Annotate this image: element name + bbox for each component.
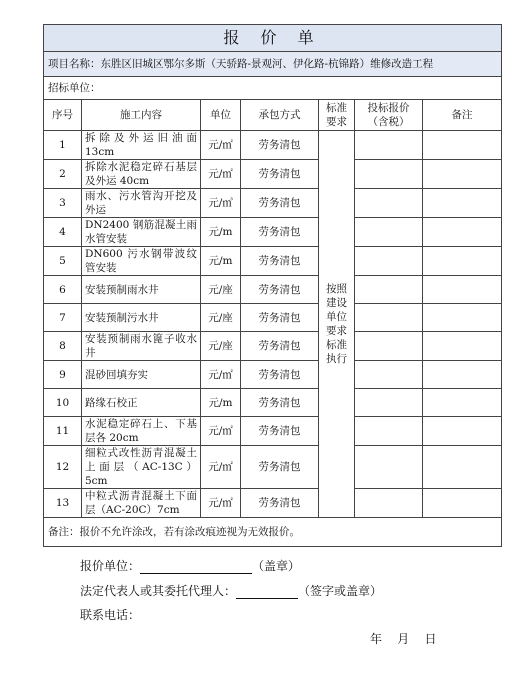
row-remark-cell (423, 247, 502, 276)
table-row (44, 361, 502, 389)
col-header-content: 施工内容 (82, 100, 201, 131)
table-row (44, 218, 502, 247)
row-content: 路缘石校正 (82, 389, 201, 417)
row-remark-cell (423, 276, 502, 304)
row-unit: 元/㎡ (201, 489, 241, 518)
phone-label: 联系电话： (80, 608, 141, 622)
col-header-remark: 备注 (423, 100, 502, 131)
row-mode: 劳务清包 (241, 131, 319, 160)
row-unit: 元/㎡ (201, 361, 241, 389)
row-unit: 元/m (201, 247, 241, 276)
row-content: DN2400 钢筋混凝土雨水管安装 (82, 218, 201, 247)
row-number: 10 (44, 389, 82, 417)
quote-unit-suffix: （盖章） (252, 559, 301, 573)
standard-requirement: 按照建设单位要求标准执行 (319, 131, 355, 518)
row-content: 混砂回填夯实 (82, 361, 201, 389)
sheet-title: 报 价 单 (44, 25, 502, 52)
row-number: 3 (44, 189, 82, 218)
row-unit: 元/m (201, 218, 241, 247)
row-remark-cell (423, 218, 502, 247)
row-price-cell[interactable] (355, 446, 423, 489)
row-remark-cell (423, 131, 502, 160)
row-remark-cell (423, 160, 502, 189)
row-price-cell[interactable] (355, 160, 423, 189)
row-mode: 劳务清包 (241, 446, 319, 489)
note: 备注：报价不允许涂改，若有涂改痕迹视为无效报价。 (44, 518, 502, 547)
table-row (44, 417, 502, 446)
table-row (44, 247, 502, 276)
representative-label: 法定代表人或其委托代理人： (80, 584, 237, 598)
row-price-cell[interactable] (355, 304, 423, 332)
quote-unit-blank[interactable] (140, 561, 252, 574)
quote-sheet (43, 24, 501, 547)
row-number: 11 (44, 417, 82, 446)
row-content: 安装预制雨水篦子收水井 (82, 332, 201, 361)
row-price-cell[interactable] (355, 417, 423, 446)
col-header-standard: 标准要求 (319, 100, 355, 131)
row-mode: 劳务清包 (241, 304, 319, 332)
table-header (44, 100, 502, 131)
row-unit: 元/㎡ (201, 160, 241, 189)
row-number: 4 (44, 218, 82, 247)
row-mode: 劳务清包 (241, 247, 319, 276)
row-content: 细粒式改性沥青混凝土上面层（AC-13C）5cm (82, 446, 201, 489)
row-number: 1 (44, 131, 82, 160)
row-content: 拆除水泥稳定碎石基层及外运 40cm (82, 160, 201, 189)
row-number: 7 (44, 304, 82, 332)
row-remark-cell (423, 361, 502, 389)
date-line: 年 月 日 (370, 632, 437, 646)
row-mode: 劳务清包 (241, 332, 319, 361)
table-row (44, 332, 502, 361)
table-row (44, 446, 502, 489)
row-number: 12 (44, 446, 82, 489)
row-mode: 劳务清包 (241, 189, 319, 218)
row-remark-cell (423, 332, 502, 361)
row-mode: 劳务清包 (241, 417, 319, 446)
row-price-cell[interactable] (355, 489, 423, 518)
row-price-cell[interactable] (355, 276, 423, 304)
col-header-price: 投标报价（含税） (355, 100, 423, 131)
row-remark-cell (423, 446, 502, 489)
row-mode: 劳务清包 (241, 389, 319, 417)
row-price-cell[interactable] (355, 131, 423, 160)
row-unit: 元/座 (201, 304, 241, 332)
row-unit: 元/m (201, 389, 241, 417)
row-number: 9 (44, 361, 82, 389)
row-remark-cell (423, 189, 502, 218)
row-price-cell[interactable] (355, 247, 423, 276)
row-unit: 元/㎡ (201, 131, 241, 160)
row-remark-cell (423, 389, 502, 417)
table-row (44, 189, 502, 218)
row-price-cell[interactable] (355, 332, 423, 361)
row-number: 13 (44, 489, 82, 518)
row-price-cell[interactable] (355, 389, 423, 417)
row-content: 水泥稳定碎石上、下基层各 20cm (82, 417, 201, 446)
table-row (44, 131, 502, 160)
phone-line (80, 606, 140, 623)
quote-unit-line (80, 557, 300, 574)
row-remark-cell (423, 417, 502, 446)
table-row (44, 389, 502, 417)
row-unit: 元/㎥ (201, 189, 241, 218)
table-row (44, 304, 502, 332)
col-header-unit: 单位 (201, 100, 241, 131)
row-unit: 元/㎡ (201, 446, 241, 489)
bid-unit: 招标单位： (44, 77, 502, 100)
row-remark-cell (423, 489, 502, 518)
project-name: 项目名称：东胜区旧城区鄂尔多斯（天骄路-景观河、伊化路-杭锦路）维修改造工程 (44, 52, 502, 77)
col-header-no: 序号 (44, 100, 82, 131)
row-number: 2 (44, 160, 82, 189)
row-mode: 劳务清包 (241, 489, 319, 518)
row-unit: 元/座 (201, 332, 241, 361)
row-number: 8 (44, 332, 82, 361)
table-row (44, 160, 502, 189)
row-content: 安装预制污水井 (82, 304, 201, 332)
row-price-cell[interactable] (355, 189, 423, 218)
table-row (44, 489, 502, 518)
row-mode: 劳务清包 (241, 276, 319, 304)
row-unit: 元/㎡ (201, 417, 241, 446)
row-unit: 元/座 (201, 276, 241, 304)
row-price-cell[interactable] (355, 361, 423, 389)
col-header-mode: 承包方式 (241, 100, 319, 131)
row-number: 5 (44, 247, 82, 276)
row-content: 拆除及外运旧油面 13cm (82, 131, 201, 160)
row-mode: 劳务清包 (241, 218, 319, 247)
row-price-cell[interactable] (355, 218, 423, 247)
table-row (44, 276, 502, 304)
quote-unit-label: 报价单位： (80, 559, 141, 573)
row-mode: 劳务清包 (241, 160, 319, 189)
row-content: 安装预制雨水井 (82, 276, 201, 304)
row-mode: 劳务清包 (241, 361, 319, 389)
quote-table (43, 24, 502, 547)
representative-suffix: （签字或盖章） (298, 584, 383, 598)
row-content: 雨水、污水管沟开挖及外运 (82, 189, 201, 218)
row-remark-cell (423, 304, 502, 332)
representative-blank[interactable] (236, 586, 298, 599)
row-content: 中粒式沥青混凝土下面层（AC-20C）7cm (82, 489, 201, 518)
row-content: DN600 污水钢带波纹管安装 (82, 247, 201, 276)
representative-line (80, 582, 382, 599)
row-number: 6 (44, 276, 82, 304)
